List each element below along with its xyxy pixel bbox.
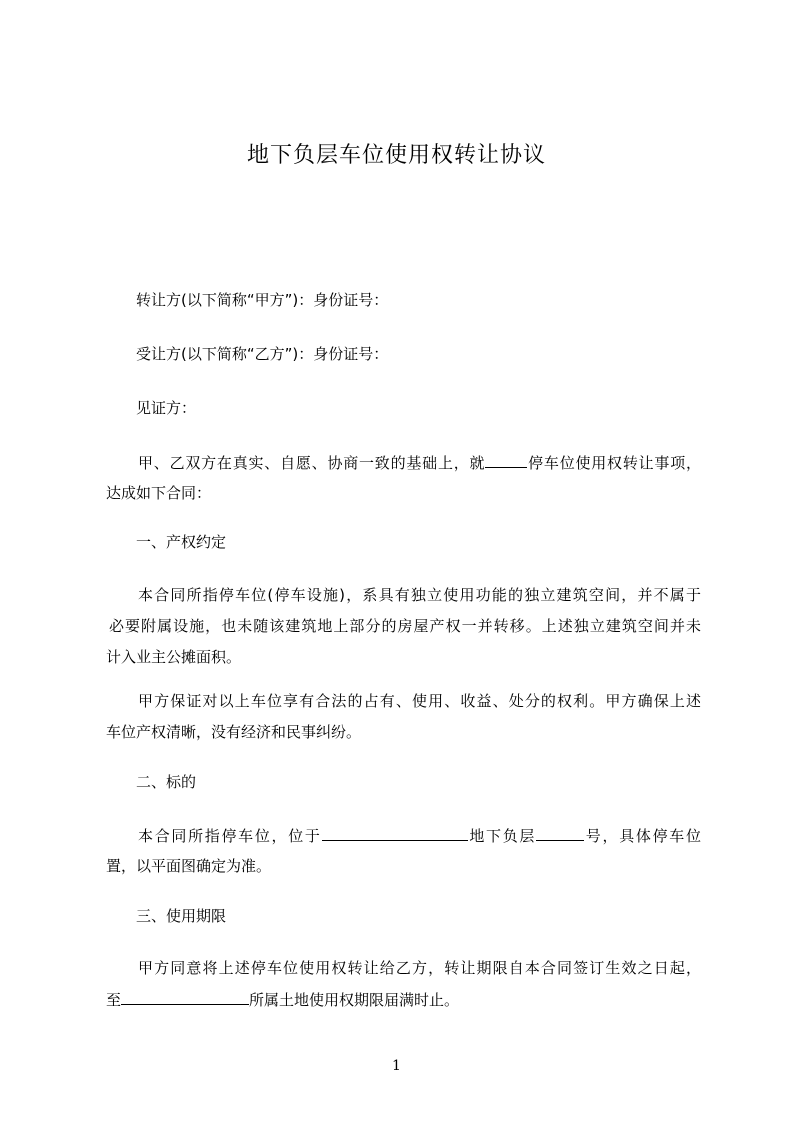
intro-text-1: 甲、乙双方在真实、自愿、协商一致的基础上，就 [138, 454, 486, 472]
section-2-heading: 二、标的 [136, 773, 197, 791]
section-3-heading: 三、使用期限 [136, 907, 227, 925]
section-1-p1-line-2: 必要附属设施，也未随该建筑地上部分的房屋产权一并转移。上述独立建筑空间并未 [109, 617, 701, 635]
section-1-paragraph-1 [106, 585, 701, 678]
section-1-paragraph-2 [106, 691, 701, 753]
section-1-p1-line-1: 本合同所指停车位(停车设施)，系具有独立使用功能的独立建筑空间，并不属于 [138, 586, 701, 604]
section-3-p1-line-1: 甲方同意将上述停车位使用权转让给乙方，转让期限自本合同签订生效之日起， [138, 959, 701, 977]
transferor-line: 转让方(以下简称“甲方”)：身份证号： [136, 291, 389, 309]
section-1-p1-line-3: 计入业主公摊面积。 [106, 648, 242, 666]
witness-line: 见证方： [136, 399, 197, 417]
transferee-line: 受让方(以下简称“乙方”)：身份证号： [136, 345, 389, 363]
location-blank-field [322, 825, 468, 841]
document-title: 地下负层车位使用权转让协议 [246, 143, 546, 168]
section-2-text-1: 本合同所指停车位，位于 [138, 827, 322, 845]
end-date-blank-field [121, 989, 249, 1005]
section-2-paragraph-1 [106, 825, 701, 887]
section-1-heading: 一、产权约定 [136, 533, 227, 551]
intro-blank-field [485, 452, 527, 468]
page-number: 1 [392, 1058, 401, 1074]
section-2-p1-line-2: 置，以平面图确定为准。 [106, 857, 272, 875]
section-3-paragraph-1 [106, 958, 701, 1020]
intro-line-2: 达成如下合同： [106, 484, 212, 502]
section-2-text-3: 号，具体停车位 [584, 827, 701, 845]
section-3-text-1: 至 [106, 991, 122, 1009]
intro-paragraph [106, 452, 701, 514]
space-number-blank-field [536, 825, 584, 841]
section-1-p2-line-2: 车位产权清晰，没有经济和民事纠纷。 [106, 723, 362, 741]
section-1-p2-line-1: 甲方保证对以上车位享有合法的占有、使用、收益、处分的权利。甲方确保上述 [138, 692, 701, 710]
intro-text-2: 停车位使用权转让事项， [527, 454, 701, 472]
section-3-text-2: 所属土地使用权期限届满时止。 [249, 991, 460, 1009]
section-2-text-2: 地下负层 [467, 827, 537, 845]
